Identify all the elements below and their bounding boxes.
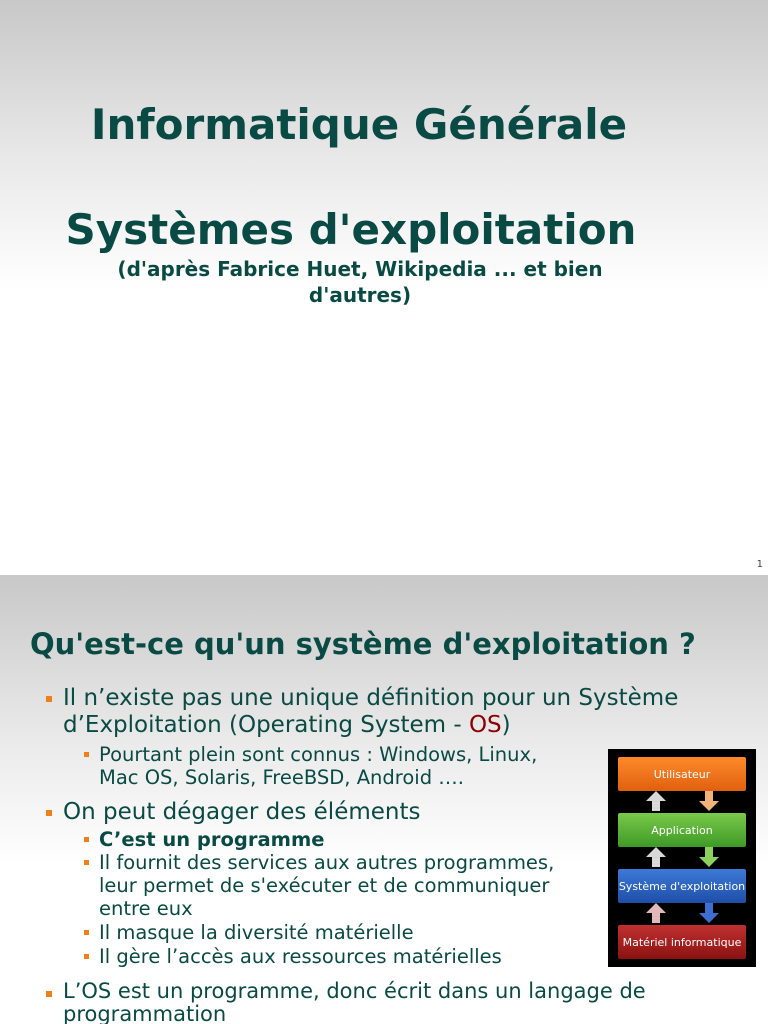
layer-user: Utilisateur: [618, 757, 746, 791]
bullet-text: On peut dégager des éléments: [63, 799, 421, 825]
bullet-definition: [63, 685, 743, 739]
arrow-down-icon: [699, 903, 719, 923]
bullet-text: Pourtant plein sont connus : Windows, Linux,: [99, 743, 538, 766]
page-number: 1: [756, 559, 763, 570]
slide-2: [0, 575, 768, 1024]
layer-hardware: Matériel informatique: [618, 925, 746, 959]
subbullet-services: [99, 851, 604, 920]
bullet-text: programmation: [63, 1002, 227, 1024]
arrow-down-icon: [699, 847, 719, 867]
bullet-marker: [46, 991, 52, 997]
layer-application: Application: [618, 813, 746, 847]
bullet-marker: [84, 752, 89, 757]
bullet-marker: [84, 860, 89, 865]
subbullet-known-os: [99, 743, 599, 789]
bullet-text-part: d’Exploitation (Operating System -: [63, 712, 469, 738]
slide-title-2: Qu'est-ce qu'un système d'exploitation ?: [30, 627, 696, 661]
bullet-elements: [63, 799, 583, 826]
bullet-text: Il masque la diversité matérielle: [99, 921, 414, 944]
bullet-marker: [84, 930, 89, 935]
arrow-down-icon: [699, 791, 719, 811]
bullet-marker: [46, 696, 52, 702]
bullet-text: L’OS est un programme, donc écrit dans un langage de: [63, 979, 646, 1003]
slide-credit: (d'après Fabrice Huet, Wikipedia ... et bien d'autres): [117, 257, 603, 307]
slide-title: Informatique Générale: [90, 100, 628, 149]
subbullet-program: [99, 828, 599, 851]
bullet-text: Il n’existe pas une unique définition pour un Système: [63, 685, 679, 711]
bullet-text: Mac OS, Solaris, FreeBSD, Android ….: [99, 766, 464, 789]
bullet-text-part: ): [501, 712, 511, 738]
bullet-marker: [84, 837, 89, 842]
bullet-language: [63, 980, 743, 1024]
slide-subtitle: Systèmes d'exploitation: [65, 205, 637, 254]
subbullet-hardware-diversity: [99, 921, 599, 944]
bullet-marker: [84, 954, 89, 959]
bullet-text: Il gère l’accès aux ressources matérielles: [99, 945, 502, 968]
slide-separator: [0, 512, 768, 575]
arrow-up-icon: [646, 903, 666, 923]
os-layers-diagram: [608, 749, 756, 967]
arrow-up-icon: [646, 847, 666, 867]
bullet-text: C’est un programme: [99, 828, 325, 851]
bullet-text: [63, 712, 743, 739]
subbullet-resources: [99, 945, 599, 968]
arrow-up-icon: [646, 791, 666, 811]
bullet-text: leur permet de s'exécuter et de communiquer: [99, 874, 550, 897]
bullet-marker: [46, 810, 52, 816]
bullet-text: Il fournit des services aux autres programmes,: [99, 851, 555, 874]
layer-operating-system: Système d'exploitation: [618, 869, 746, 903]
os-highlight: OS: [468, 712, 502, 738]
bullet-text: entre eux: [99, 897, 193, 920]
